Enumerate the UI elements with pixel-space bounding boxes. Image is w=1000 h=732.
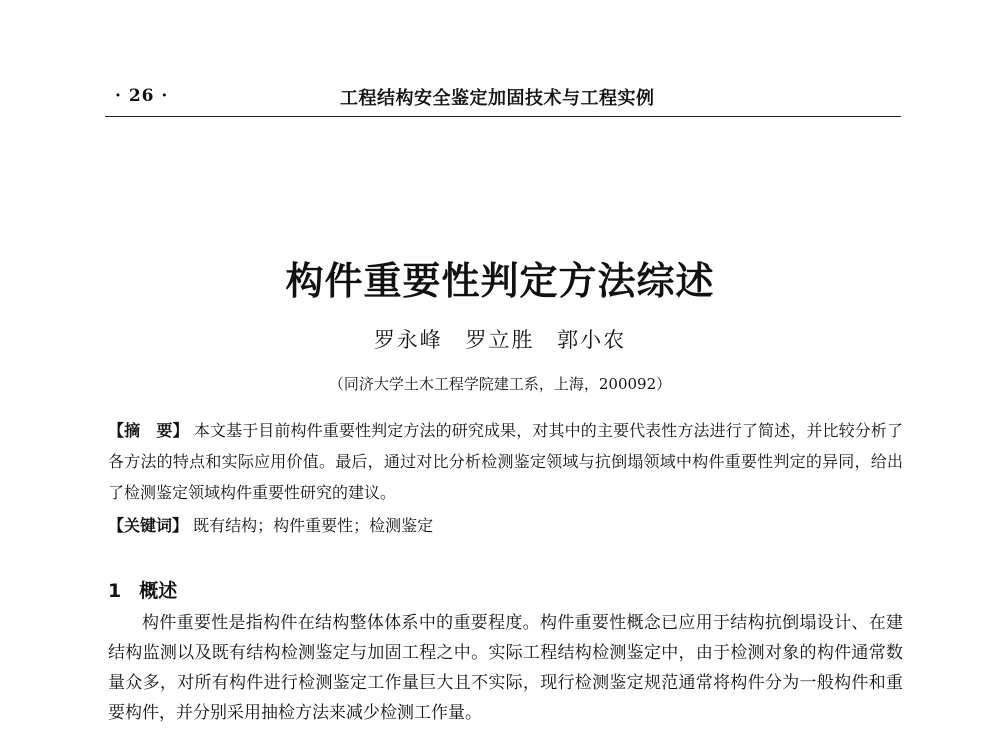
abstract-text: 本文基于目前构件重要性判定方法的研究成果，对其中的主要代表性方法进行了简述，并比较分析了各方法的特点和实际应用价值。最后，通过对比分析检测鉴定领域与抗倒塌领域中构件重要性判定的异同，给出了检测鉴定领域构件重要性研究的建议。 bbox=[108, 421, 903, 502]
abstract-label: 【摘 要】 bbox=[108, 421, 189, 440]
abstract bbox=[108, 415, 903, 508]
page-number: · 26 · bbox=[115, 86, 169, 106]
section-title: 概述 bbox=[139, 580, 178, 602]
keywords-label: 【关键词】 bbox=[108, 516, 189, 535]
body-paragraph: 构件重要性是指构件在结构整体体系中的重要程度。构件重要性概念已应用于结构抗倒塌设计、在建结构监测以及既有结构检测鉴定与加固工程之中。实际工程结构检测鉴定中，由于检测对象的构件通常数量众多，对所有构件进行检测鉴定工作量巨大且不实际，现行检测鉴定规范通常将构件分为一般构件和重要构件，并分别采用抽检方法来减少检测工作量。 bbox=[108, 613, 903, 723]
affiliation: （同济大学土木工程学院建工系，上海，200092） bbox=[328, 375, 672, 393]
authors: 罗永峰 罗立胜 郭小农 bbox=[373, 328, 627, 352]
section-heading bbox=[108, 576, 177, 603]
keywords-text: 既有结构；构件重要性；检测鉴定 bbox=[193, 516, 434, 535]
keywords bbox=[108, 510, 903, 541]
article-title: 构件重要性判定方法综述 bbox=[285, 258, 715, 303]
header-rule bbox=[105, 116, 901, 117]
section-number: 1 bbox=[108, 580, 122, 602]
page-header bbox=[105, 84, 901, 114]
running-title: 工程结构安全鉴定加固技术与工程实例 bbox=[340, 88, 655, 109]
